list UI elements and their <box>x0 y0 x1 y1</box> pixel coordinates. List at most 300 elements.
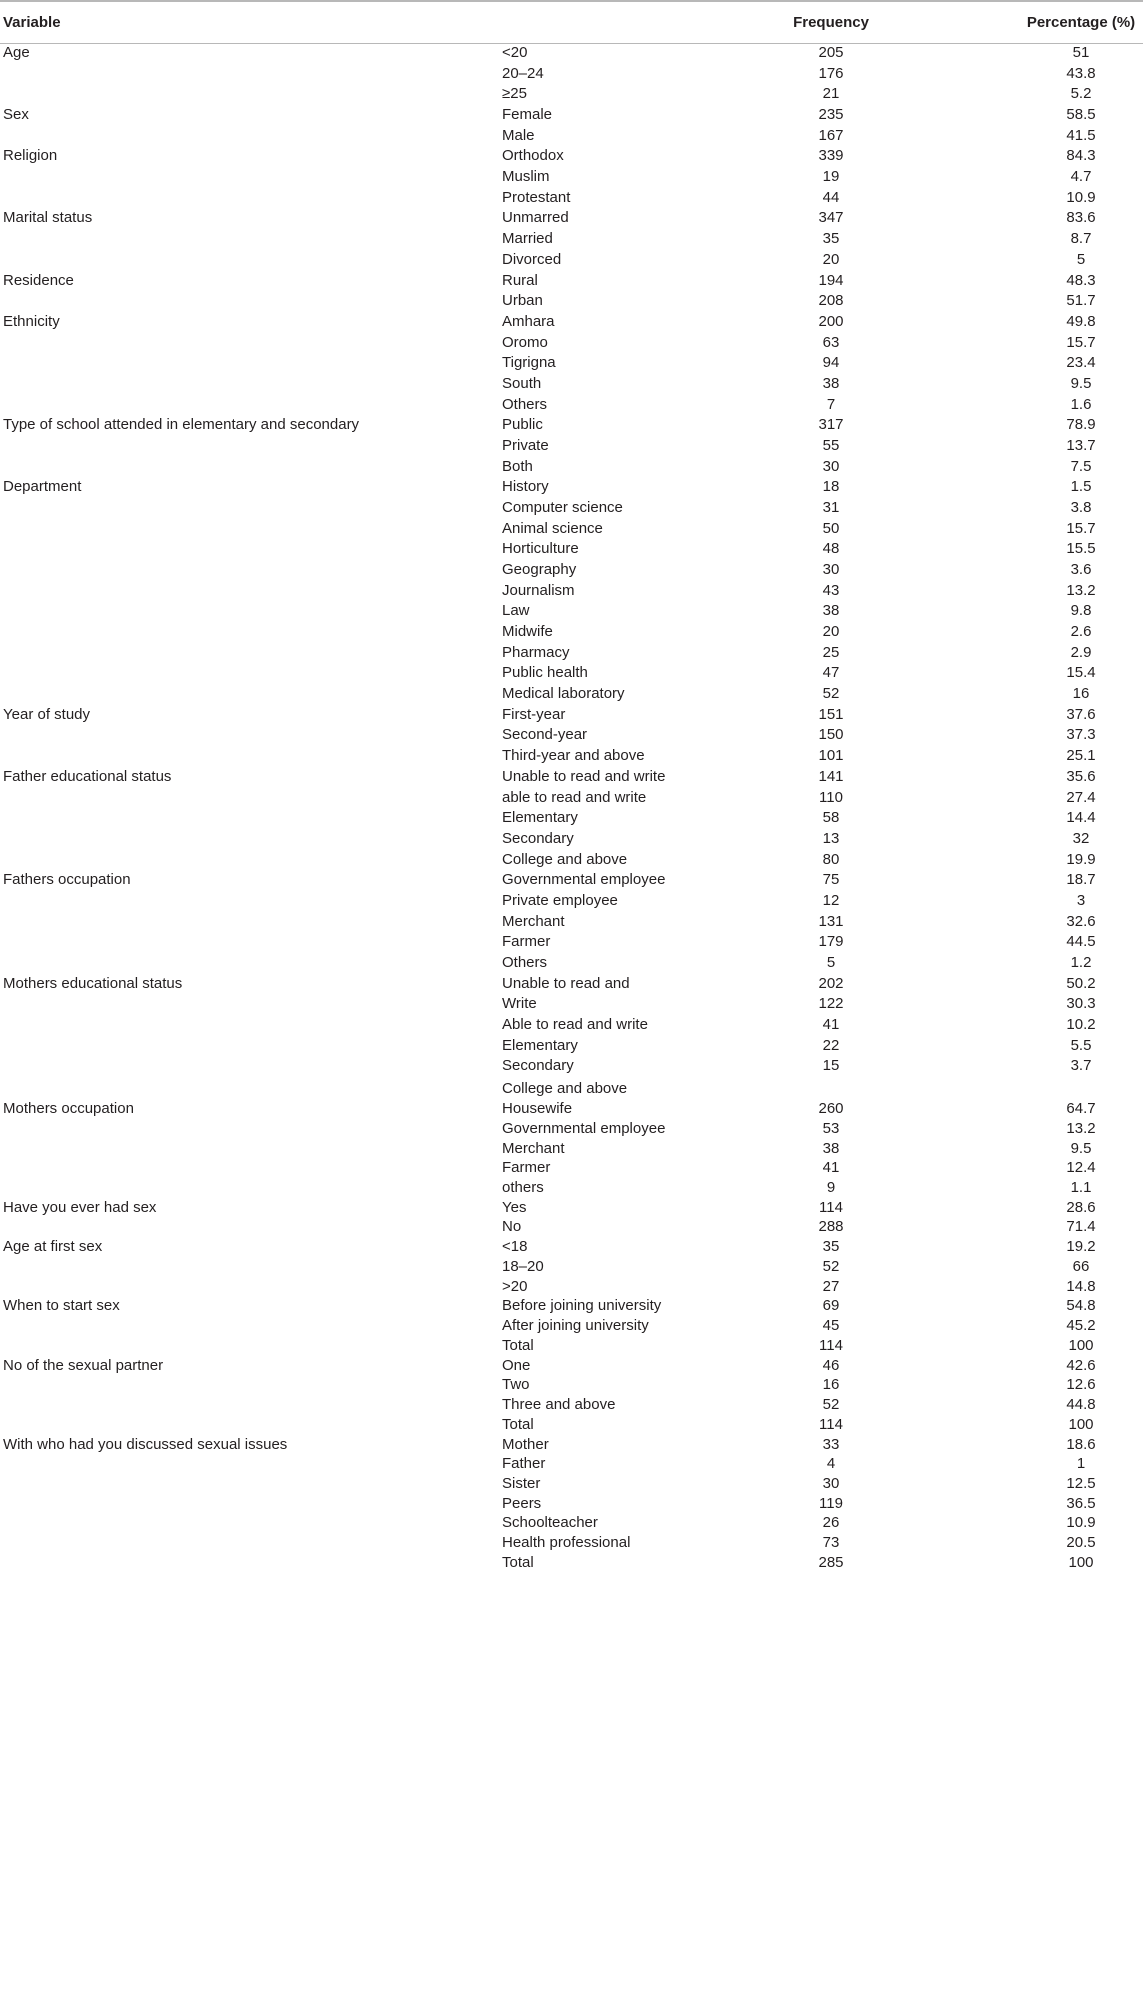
table-row <box>0 767 1143 789</box>
cell-category: Others <box>502 953 548 971</box>
cell-percentage: 18.7 <box>1066 871 1096 889</box>
header-frequency: Frequency <box>793 14 869 31</box>
cell-percentage: 27.4 <box>1066 788 1096 806</box>
table-row <box>0 1356 1143 1378</box>
cell-percentage: 100 <box>1068 1553 1094 1571</box>
cell-category: Horticulture <box>502 540 579 558</box>
cell-variable: With who had you discussed sexual issues <box>3 1435 288 1453</box>
cell-category: Unable to read and <box>502 974 630 992</box>
cell-frequency: 141 <box>818 767 844 785</box>
cell-frequency: 55 <box>822 436 840 454</box>
cell-percentage: 13.7 <box>1066 436 1096 454</box>
table-row <box>0 643 1143 665</box>
table-row <box>0 1257 1143 1279</box>
table-row <box>0 539 1143 561</box>
table-row <box>0 43 1143 65</box>
cell-percentage: 14.4 <box>1066 809 1096 827</box>
cell-category: Public health <box>502 664 588 682</box>
cell-variable: Marital status <box>3 209 93 227</box>
table-row <box>0 1237 1143 1259</box>
table-row <box>0 1178 1143 1200</box>
cell-percentage: 14.8 <box>1066 1277 1096 1295</box>
cell-percentage: 10.9 <box>1066 1514 1096 1532</box>
cell-frequency: 122 <box>818 995 844 1013</box>
cell-frequency: 119 <box>819 1494 843 1512</box>
table-row <box>0 291 1143 313</box>
cell-frequency: 52 <box>822 1396 840 1413</box>
cell-percentage: 16 <box>1072 685 1090 703</box>
cell-frequency: 285 <box>818 1553 844 1571</box>
cell-frequency: 151 <box>818 705 844 723</box>
cell-percentage: 1.1 <box>1070 1179 1092 1196</box>
table-row <box>0 1395 1143 1417</box>
cell-percentage: 20.5 <box>1066 1534 1096 1552</box>
cell-category: Governmental employee <box>502 871 666 889</box>
table-row <box>0 84 1143 106</box>
cell-category: Total <box>502 1553 534 1571</box>
cell-percentage: 1.5 <box>1070 478 1092 496</box>
cell-category: Unmarred <box>502 209 569 227</box>
cell-percentage: 9.8 <box>1070 602 1092 620</box>
table-row <box>0 333 1143 355</box>
table-row <box>0 1513 1143 1535</box>
cell-frequency: 22 <box>822 1036 840 1054</box>
cell-category: Second-year <box>502 726 588 744</box>
cell-category: Protestant <box>502 188 571 206</box>
cell-frequency: 200 <box>818 312 844 330</box>
cell-category: Urban <box>502 292 543 310</box>
cell-frequency: 235 <box>818 106 844 123</box>
cell-percentage: 50.2 <box>1066 974 1096 992</box>
cell-category: Elementary <box>502 1036 578 1054</box>
cell-percentage: 37.6 <box>1066 705 1096 723</box>
cell-category: Private <box>502 436 549 454</box>
cell-percentage: 1 <box>1076 1455 1086 1473</box>
table-row <box>0 1056 1143 1078</box>
cell-category: After joining university <box>502 1317 649 1335</box>
cell-percentage: 15.4 <box>1066 664 1096 682</box>
cell-percentage: 19.9 <box>1066 850 1096 868</box>
cell-category: Yes <box>502 1198 527 1216</box>
table-row <box>0 622 1143 644</box>
cell-category: Orthodox <box>502 147 564 165</box>
table-row <box>0 1119 1143 1141</box>
table-row <box>0 912 1143 934</box>
cell-category: No <box>502 1218 522 1236</box>
table-row <box>0 1099 1143 1121</box>
cell-percentage: 100 <box>1068 1415 1094 1433</box>
cell-category: Three and above <box>502 1396 616 1413</box>
cell-frequency: 12 <box>822 891 840 909</box>
cell-percentage: 100 <box>1068 1336 1094 1354</box>
table-row <box>0 829 1143 851</box>
cell-frequency: 30 <box>822 457 840 475</box>
cell-frequency: 31 <box>822 499 840 516</box>
cell-frequency: 45 <box>822 1317 840 1335</box>
cell-category: Farmer <box>502 1159 551 1177</box>
cell-category: Female <box>502 106 553 123</box>
cell-frequency: 19 <box>822 168 840 186</box>
cell-frequency: 30 <box>822 561 840 578</box>
cell-frequency: 80 <box>822 850 840 868</box>
cell-frequency: 35 <box>822 1238 840 1256</box>
cell-percentage: 13.2 <box>1066 581 1096 599</box>
cell-frequency: 47 <box>822 664 840 682</box>
cell-variable: Ethnicity <box>3 312 60 330</box>
cell-variable: When to start sex <box>3 1297 120 1315</box>
cell-category: Elementary <box>502 809 578 827</box>
table-row <box>0 1375 1143 1397</box>
table-row <box>0 1454 1143 1476</box>
cell-category: Father <box>502 1455 546 1473</box>
cell-frequency: 44 <box>822 188 840 206</box>
cell-percentage: 66 <box>1072 1257 1090 1275</box>
cell-percentage: 32.6 <box>1066 912 1096 930</box>
cell-frequency: 52 <box>822 685 840 703</box>
cell-category: able to read and write <box>502 788 647 806</box>
cell-percentage: 3.8 <box>1070 499 1092 516</box>
cell-category: Two <box>502 1376 530 1394</box>
cell-percentage: 10.2 <box>1066 1016 1096 1033</box>
table-row <box>0 1316 1143 1338</box>
cell-frequency: 317 <box>818 416 844 434</box>
cell-frequency: 15 <box>822 1057 840 1075</box>
cell-category: Before joining university <box>502 1297 662 1315</box>
table-row <box>0 395 1143 417</box>
cell-category: Housewife <box>502 1100 573 1117</box>
cell-category: others <box>502 1179 544 1196</box>
cell-frequency: 75 <box>822 871 840 889</box>
cell-frequency: 35 <box>822 230 840 248</box>
cell-frequency: 131 <box>818 912 844 930</box>
table-row <box>0 1296 1143 1318</box>
cell-variable: Sex <box>3 106 29 123</box>
cell-frequency: 25 <box>822 643 840 661</box>
cell-percentage: 12.6 <box>1066 1376 1096 1394</box>
table-row <box>0 1435 1143 1457</box>
cell-percentage: 30.3 <box>1066 995 1096 1013</box>
cell-percentage: 7.5 <box>1070 457 1092 475</box>
cell-percentage: 5.2 <box>1070 85 1092 103</box>
cell-frequency: 21 <box>822 85 840 103</box>
cell-category: <18 <box>502 1238 528 1256</box>
cell-frequency: 347 <box>818 209 844 227</box>
cell-percentage: 28.6 <box>1066 1198 1096 1216</box>
cell-percentage: 3.7 <box>1070 1057 1092 1075</box>
cell-percentage: 35.6 <box>1066 767 1096 785</box>
table-row <box>0 1474 1143 1496</box>
cell-percentage: 23.4 <box>1066 354 1096 372</box>
table-row <box>0 64 1143 86</box>
cell-category: Divorced <box>502 250 562 268</box>
table-row <box>0 105 1143 127</box>
table-row <box>0 1036 1143 1058</box>
cell-variable: Father educational status <box>3 767 172 785</box>
table-row <box>0 1217 1143 1239</box>
cell-percentage: 12.5 <box>1066 1474 1096 1492</box>
cell-percentage: 13.2 <box>1066 1119 1096 1137</box>
cell-frequency: 52 <box>822 1257 840 1275</box>
cell-frequency: 202 <box>818 974 844 992</box>
cell-percentage: 42.6 <box>1066 1356 1096 1374</box>
cell-percentage: 5 <box>1076 250 1086 268</box>
table-row <box>0 498 1143 520</box>
cell-frequency: 208 <box>818 292 844 310</box>
table-row <box>0 581 1143 603</box>
table-row <box>0 1079 1143 1101</box>
table-row <box>0 415 1143 437</box>
cell-percentage: 10.9 <box>1066 188 1096 206</box>
table-row <box>0 477 1143 499</box>
cell-variable: Department <box>3 478 82 496</box>
cell-percentage: 36.5 <box>1066 1494 1096 1512</box>
cell-percentage: 12.4 <box>1066 1159 1096 1177</box>
cell-frequency: 41 <box>822 1016 840 1033</box>
cell-frequency: 194 <box>818 271 844 289</box>
cell-frequency: 5 <box>826 953 836 971</box>
cell-frequency: 38 <box>822 1139 840 1157</box>
cell-category: Health professional <box>502 1534 631 1552</box>
cell-percentage: 43.8 <box>1066 64 1096 82</box>
cell-frequency: 30 <box>822 1474 840 1492</box>
cell-category: Secondary <box>502 1057 574 1075</box>
table-row <box>0 601 1143 623</box>
table-row <box>0 932 1143 954</box>
cell-category: Muslim <box>502 168 550 186</box>
cell-category: Midwife <box>502 623 553 640</box>
cell-frequency: 58 <box>822 809 840 827</box>
table-row <box>0 1015 1143 1037</box>
cell-category: 20–24 <box>502 64 544 82</box>
cell-percentage: 25.1 <box>1066 747 1096 765</box>
header-variable: Variable <box>3 14 61 31</box>
cell-category: Male <box>502 126 535 144</box>
cell-percentage: 9.5 <box>1070 374 1092 392</box>
cell-percentage: 3.6 <box>1070 561 1092 578</box>
cell-percentage: 71.4 <box>1066 1218 1096 1236</box>
cell-category: <20 <box>502 44 528 61</box>
header-percentage: Percentage (%) <box>1026 14 1136 31</box>
table-row <box>0 746 1143 768</box>
cell-percentage: 64.7 <box>1066 1100 1096 1117</box>
cell-percentage: 44.8 <box>1066 1396 1096 1413</box>
cell-frequency: 73 <box>822 1534 840 1552</box>
cell-frequency: 205 <box>818 44 844 61</box>
cell-variable: Age <box>3 44 30 61</box>
cell-frequency: 94 <box>822 354 840 372</box>
table-row <box>0 850 1143 872</box>
table-row <box>0 312 1143 334</box>
cell-frequency: 41 <box>822 1159 840 1177</box>
cell-percentage: 1.6 <box>1070 395 1092 413</box>
table-row <box>0 436 1143 458</box>
cell-category: Merchant <box>502 912 565 930</box>
cell-category: Public <box>502 416 543 434</box>
cell-category: Total <box>502 1336 534 1354</box>
cell-variable: Religion <box>3 147 58 165</box>
table-row <box>0 891 1143 913</box>
table-row <box>0 146 1143 168</box>
cell-frequency: 179 <box>818 933 844 951</box>
table-row <box>0 208 1143 230</box>
cell-category: Both <box>502 457 533 475</box>
cell-variable: Fathers occupation <box>3 871 131 889</box>
table-row <box>0 953 1143 975</box>
cell-variable: Mothers occupation <box>3 1100 134 1117</box>
cell-percentage: 48.3 <box>1066 271 1096 289</box>
table-row <box>0 126 1143 148</box>
cell-percentage: 9.5 <box>1070 1139 1092 1157</box>
cell-frequency: 48 <box>822 540 840 558</box>
table-row <box>0 663 1143 685</box>
table-row <box>0 1336 1143 1358</box>
cell-frequency: 176 <box>818 64 844 82</box>
cell-frequency: 101 <box>818 747 844 765</box>
cell-frequency: 20 <box>822 623 840 640</box>
cell-frequency: 53 <box>822 1119 840 1137</box>
cell-frequency: 43 <box>822 581 840 599</box>
cell-category: Journalism <box>502 581 575 599</box>
cell-percentage: 54.8 <box>1066 1297 1096 1315</box>
cell-category: Total <box>502 1415 534 1433</box>
cell-percentage: 8.7 <box>1070 230 1092 248</box>
cell-frequency: 114 <box>819 1415 843 1433</box>
cell-category: Law <box>502 602 530 620</box>
cell-frequency: 110 <box>819 788 843 806</box>
table-row <box>0 1277 1143 1299</box>
cell-category: Merchant <box>502 1139 565 1157</box>
cell-category: Pharmacy <box>502 643 570 661</box>
table-row <box>0 684 1143 706</box>
table-row <box>0 994 1143 1016</box>
cell-variable: Residence <box>3 271 74 289</box>
cell-frequency: 46 <box>822 1356 840 1374</box>
cell-percentage: 51 <box>1072 44 1090 61</box>
table-row <box>0 374 1143 396</box>
cell-frequency: 167 <box>818 126 844 144</box>
cell-frequency: 288 <box>818 1218 844 1236</box>
cell-percentage: 2.9 <box>1070 643 1092 661</box>
cell-category: Unable to read and write <box>502 767 666 785</box>
cell-frequency: 38 <box>822 602 840 620</box>
cell-category: Married <box>502 230 553 248</box>
cell-frequency: 38 <box>822 374 840 392</box>
cell-category: >20 <box>502 1277 528 1295</box>
cell-frequency: 20 <box>822 250 840 268</box>
table-row <box>0 808 1143 830</box>
cell-category: Governmental employee <box>502 1119 666 1137</box>
cell-frequency: 27 <box>822 1277 840 1295</box>
cell-percentage: 44.5 <box>1066 933 1096 951</box>
cell-variable: Age at first sex <box>3 1238 103 1256</box>
table-row <box>0 1415 1143 1437</box>
cell-frequency: 114 <box>819 1198 843 1216</box>
cell-percentage: 32 <box>1072 829 1090 847</box>
cell-category: Others <box>502 395 548 413</box>
cell-frequency: 26 <box>822 1514 840 1532</box>
cell-percentage: 37.3 <box>1066 726 1096 744</box>
table-row <box>0 250 1143 272</box>
cell-frequency: 4 <box>826 1455 836 1473</box>
table-row <box>0 1198 1143 1220</box>
cell-percentage: 58.5 <box>1066 106 1096 123</box>
cell-percentage: 49.8 <box>1066 312 1096 330</box>
cell-percentage: 19.2 <box>1066 1238 1096 1256</box>
cell-percentage: 15.5 <box>1066 540 1096 558</box>
cell-category: Sister <box>502 1474 541 1492</box>
cell-category: College and above <box>502 850 628 868</box>
cell-frequency: 150 <box>818 726 844 744</box>
table-row <box>0 1139 1143 1161</box>
cell-category: Able to read and write <box>502 1016 648 1033</box>
cell-category: First-year <box>502 705 566 723</box>
cell-frequency: 33 <box>822 1435 840 1453</box>
table-row <box>0 457 1143 479</box>
cell-category: Mother <box>502 1435 549 1453</box>
cell-category: College and above <box>502 1080 628 1098</box>
cell-percentage: 3 <box>1076 891 1086 909</box>
table-row <box>0 167 1143 189</box>
cell-variable: Mothers educational status <box>3 974 183 992</box>
table-row <box>0 705 1143 727</box>
cell-category: ≥25 <box>502 85 527 103</box>
cell-category: Schoolteacher <box>502 1514 598 1532</box>
table-row <box>0 188 1143 210</box>
table-row <box>0 725 1143 747</box>
cell-category: Medical laboratory <box>502 685 625 703</box>
table-row <box>0 1533 1143 1555</box>
cell-variable: Type of school attended in elementary and secondary <box>3 416 360 434</box>
cell-frequency: 260 <box>818 1100 844 1117</box>
cell-variable: Year of study <box>3 705 91 723</box>
cell-frequency: 339 <box>818 147 844 165</box>
cell-percentage: 15.7 <box>1066 333 1096 351</box>
cell-category: Rural <box>502 271 538 289</box>
cell-percentage: 2.6 <box>1070 623 1092 640</box>
table-row <box>0 1553 1143 1575</box>
cell-category: Tigrigna <box>502 354 556 372</box>
cell-category: Oromo <box>502 333 548 351</box>
cell-frequency: 16 <box>822 1376 840 1394</box>
cell-percentage: 15.7 <box>1066 519 1096 537</box>
table-row <box>0 229 1143 251</box>
table-row <box>0 519 1143 541</box>
cell-category: Private employee <box>502 891 618 909</box>
cell-percentage: 1.2 <box>1070 953 1092 971</box>
cell-category: Animal science <box>502 519 603 537</box>
cell-category: South <box>502 374 542 392</box>
cell-variable: No of the sexual partner <box>3 1356 164 1374</box>
cell-category: Peers <box>502 1494 542 1512</box>
cell-frequency: 9 <box>826 1179 836 1196</box>
cell-percentage: 5.5 <box>1070 1036 1092 1054</box>
cell-category: Write <box>502 995 537 1013</box>
cell-variable: Have you ever had sex <box>3 1198 157 1216</box>
cell-category: Third-year and above <box>502 747 645 765</box>
table-row <box>0 974 1143 996</box>
cell-category: Farmer <box>502 933 551 951</box>
cell-frequency: 50 <box>822 519 840 537</box>
cell-frequency: 7 <box>826 395 836 413</box>
table-row <box>0 870 1143 892</box>
cell-percentage: 84.3 <box>1066 147 1096 165</box>
cell-category: Amhara <box>502 312 555 330</box>
table-row <box>0 353 1143 375</box>
cell-category: Computer science <box>502 499 623 516</box>
cell-percentage: 83.6 <box>1066 209 1096 227</box>
cell-percentage: 41.5 <box>1066 126 1096 144</box>
cell-frequency: 18 <box>822 478 840 496</box>
